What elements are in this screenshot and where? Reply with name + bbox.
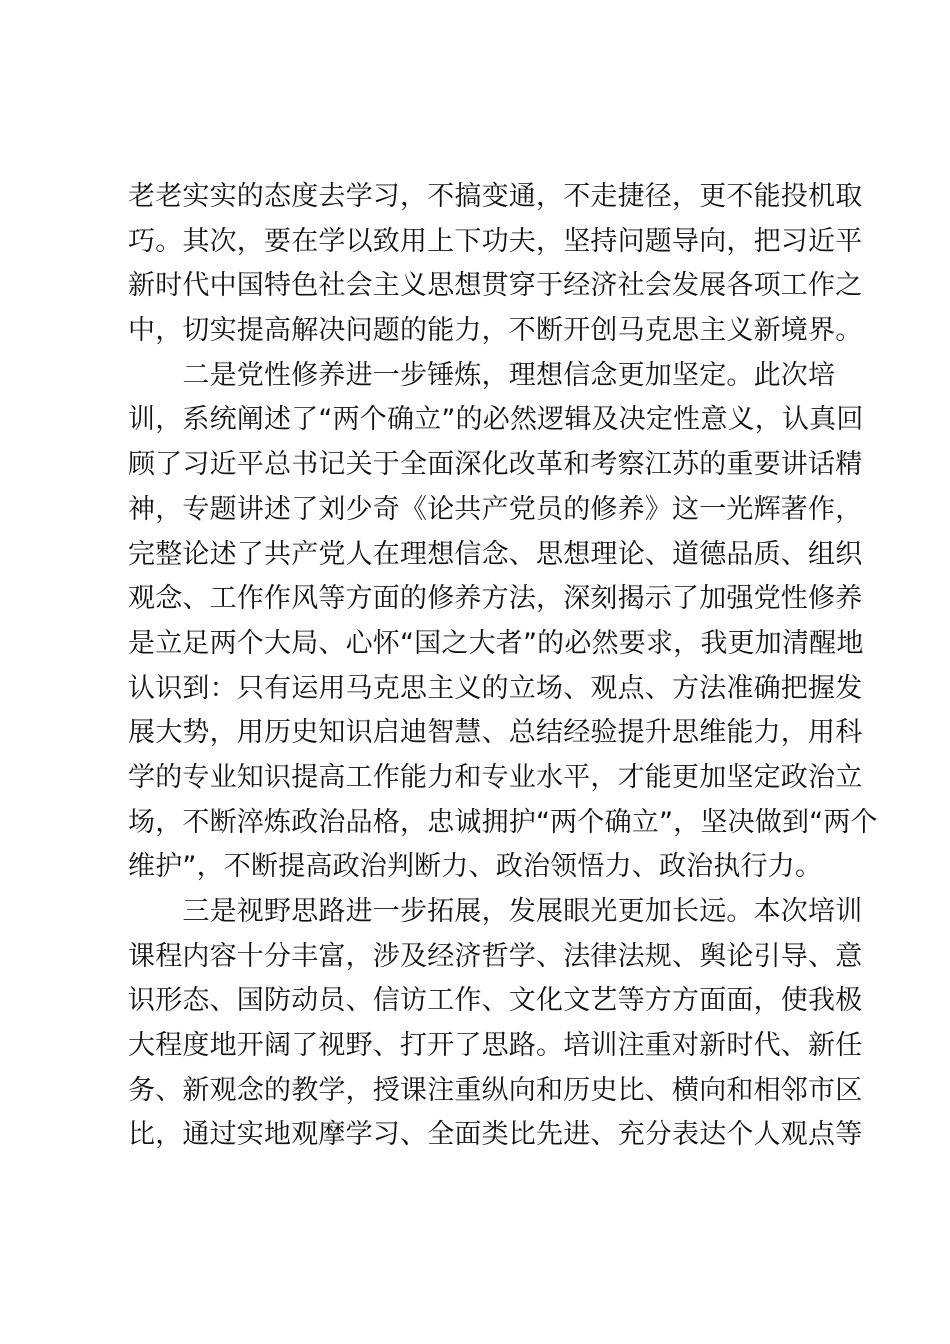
text-line: 务、新观念的教学，授课注重纵向和历史比、横向和相邻市区 — [128, 1074, 863, 1106]
text-line: 场，不断淬炼政治品格，忠诚拥护“两个确立”，坚决做到“两个 — [128, 806, 878, 838]
text-line: 课程内容十分丰富，涉及经济哲学、法律法规、舆论引导、意 — [128, 940, 863, 972]
text-line: 维护”，不断提高政治判断力、政治领悟力、政治执行力。 — [128, 851, 823, 883]
body-text — [128, 175, 878, 1158]
text-line: 巧。其次，要在学以致用上下功夫，坚持问题导向，把习近平 — [128, 225, 863, 257]
text-line: 训，系统阐述了“两个确立”的必然逻辑及决定性意义，认真回 — [128, 404, 864, 436]
paragraph-start-line: 二是党性修养进一步锤炼，理想信念更加坚定。此次培 — [128, 359, 836, 391]
text-line: 中，切实提高解决问题的能力，不断开创马克思主义新境界。 — [128, 315, 863, 347]
text-line: 是立足两个大局、心怀“国之大者”的必然要求，我更加清醒地 — [128, 627, 864, 659]
text-line: 神，专题讲述了刘少奇《论共产党员的修养》这一光辉著作， — [128, 493, 863, 525]
text-line: 观念、工作作风等方面的修养方法，深刻揭示了加强党性修养 — [128, 583, 863, 615]
text-line: 老老实实的态度去学习，不搞变通，不走捷径，更不能投机取 — [128, 181, 863, 212]
text-line: 大程度地开阔了视野、打开了思路。培训注重对新时代、新任 — [128, 1030, 863, 1062]
paragraph-start-line: 三是视野思路进一步拓展，发展眼光更加长远。本次培训 — [128, 896, 863, 927]
text-line: 认识到：只有运用马克思主义的立场、观点、方法准确把握发 — [128, 672, 863, 704]
text-line: 比，通过实地观摩学习、全面类比先进、充分表达个人观点等 — [128, 1119, 863, 1151]
text-line: 识形态、国防动员、信访工作、文化文艺等方方面面，使我极 — [128, 985, 863, 1017]
text-line: 学的专业知识提高工作能力和专业水平，才能更加坚定政治立 — [128, 761, 863, 793]
text-line: 新时代中国特色社会主义思想贯穿于经济社会发展各项工作之 — [128, 270, 863, 302]
text-line: 完整论述了共产党人在理想信念、思想理论、道德品质、组织 — [128, 538, 863, 570]
text-line: 顾了习近平总书记关于全面深化改革和考察江苏的重要讲话精 — [128, 449, 863, 481]
text-line: 展大势，用历史知识启迪智慧、总结经验提升思维能力，用科 — [128, 717, 863, 749]
